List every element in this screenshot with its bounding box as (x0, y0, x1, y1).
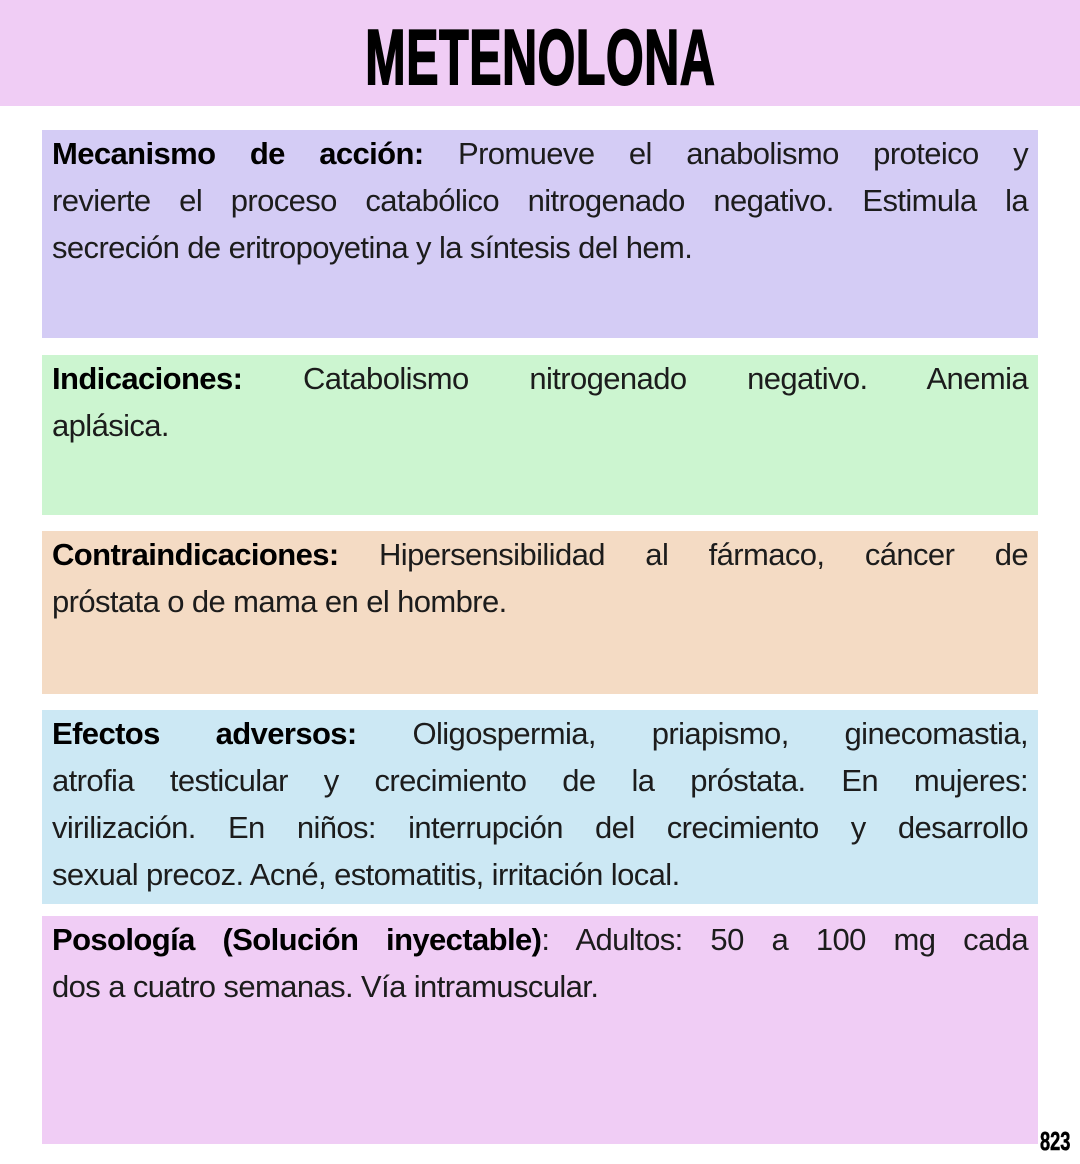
section-line (52, 804, 1028, 851)
section-line (52, 578, 1028, 625)
page-number: 823 (1040, 1126, 1071, 1156)
section-efectos-adversos (42, 710, 1038, 904)
section-mecanismo-de-accion (42, 130, 1038, 338)
section-text: atrofia testicular y crecimiento de la próstata. En mujeres: (52, 763, 1028, 798)
section-line (52, 224, 1028, 271)
section-text: Oligospermia, priapismo, ginecomastia, (356, 716, 1028, 751)
section-text: aplásica. (52, 408, 169, 443)
section-text: virilización. En niños: interrupción del crecimiento y desarrollo (52, 810, 1028, 845)
section-label: Posología (Solución inyectable) (52, 922, 542, 957)
section-text: secreción de eritropoyetina y la síntesis del hem. (52, 230, 693, 265)
section-line (52, 355, 1028, 402)
section-indicaciones (42, 355, 1038, 515)
section-text: próstata o de mama en el hombre. (52, 584, 507, 619)
section-text: Promueve el anabolismo proteico y (423, 136, 1028, 171)
section-label: Contraindicaciones: (52, 537, 339, 572)
page-title: METENOLONA (364, 12, 716, 101)
section-text: dos a cuatro semanas. Vía intramuscular. (52, 969, 599, 1004)
section-line (52, 402, 1028, 449)
section-contraindicaciones (42, 531, 1038, 694)
section-text: Adultos: 50 a 100 mg cada (549, 922, 1028, 957)
section-text: Catabolismo nitrogenado negativo. Anemia (242, 361, 1028, 396)
section-line (52, 177, 1028, 224)
section-line (52, 916, 1028, 963)
title-banner (0, 0, 1080, 106)
section-line (52, 963, 1028, 1010)
section-label: Mecanismo de acción: (52, 136, 424, 171)
section-line (52, 757, 1028, 804)
section-label-colon: : (541, 922, 550, 957)
section-text: revierte el proceso catabólico nitrogenado negativo. Estimula la (52, 183, 1028, 218)
section-text: Hipersensibilidad al fármaco, cáncer de (338, 537, 1028, 572)
section-text: sexual precoz. Acné, estomatitis, irritación local. (52, 857, 680, 892)
section-line (52, 851, 1028, 898)
section-posologia (42, 916, 1038, 1144)
section-line (52, 531, 1028, 578)
section-label: Indicaciones: (52, 361, 243, 396)
section-line (52, 130, 1028, 177)
section-label: Efectos adversos: (52, 716, 357, 751)
section-line (52, 710, 1028, 757)
